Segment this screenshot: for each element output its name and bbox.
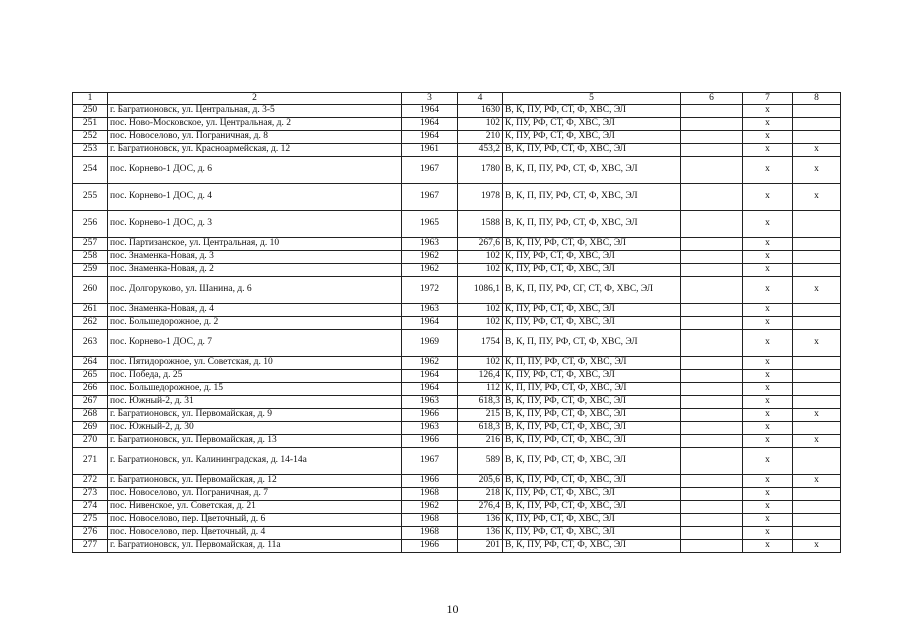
column-7-mark: х: [743, 488, 793, 501]
column-8-mark: [793, 357, 841, 370]
column-7-mark: х: [743, 211, 793, 238]
column-8-mark: х: [793, 184, 841, 211]
area-cell: 102: [458, 357, 503, 370]
column-7-mark: х: [743, 527, 793, 540]
table-row: [73, 422, 841, 435]
column-8-mark: [793, 396, 841, 409]
year-cell: 1963: [402, 238, 458, 251]
table-row: [73, 118, 841, 131]
year-cell: 1964: [402, 118, 458, 131]
column-8-mark: х: [793, 409, 841, 422]
table-row: [73, 527, 841, 540]
utilities-cell: В, К, П, ПУ, РФ, СТ, Ф, ХВС, ЭЛ: [503, 157, 681, 184]
address-cell: пос. Корнево-1 ДОС, д. 6: [108, 157, 402, 184]
area-cell: 1754: [458, 330, 503, 357]
column-6-cell: [681, 105, 743, 118]
utilities-cell: В, К, ПУ, РФ, СТ, Ф, ХВС, ЭЛ: [503, 105, 681, 118]
table-body: [73, 105, 841, 553]
area-cell: 102: [458, 118, 503, 131]
column-6-cell: [681, 304, 743, 317]
table-row: [73, 317, 841, 330]
column-8-mark: х: [793, 144, 841, 157]
header-cell: 6: [681, 93, 743, 105]
column-6-cell: [681, 118, 743, 131]
column-8-mark: [793, 118, 841, 131]
column-6-cell: [681, 277, 743, 304]
address-cell: г. Багратионовск, ул. Центральная, д. 3-5: [108, 105, 402, 118]
column-6-cell: [681, 264, 743, 277]
utilities-cell: В, К, ПУ, РФ, СТ, Ф, ХВС, ЭЛ: [503, 501, 681, 514]
column-8-mark: [793, 211, 841, 238]
table-row: [73, 396, 841, 409]
row-number: 269: [73, 422, 108, 435]
utilities-cell: В, К, ПУ, РФ, СТ, Ф, ХВС, ЭЛ: [503, 144, 681, 157]
row-number: 253: [73, 144, 108, 157]
table-row: [73, 304, 841, 317]
table-row: [73, 435, 841, 448]
column-6-cell: [681, 157, 743, 184]
column-8-mark: х: [793, 157, 841, 184]
column-8-mark: [793, 317, 841, 330]
column-8-mark: х: [793, 475, 841, 488]
utilities-cell: К, ПУ, РФ, СТ, Ф, ХВС, ЭЛ: [503, 131, 681, 144]
area-cell: 1978: [458, 184, 503, 211]
column-8-mark: х: [793, 435, 841, 448]
row-number: 258: [73, 251, 108, 264]
area-cell: 102: [458, 251, 503, 264]
column-6-cell: [681, 422, 743, 435]
year-cell: 1967: [402, 448, 458, 475]
row-number: 275: [73, 514, 108, 527]
column-6-cell: [681, 527, 743, 540]
column-6-cell: [681, 396, 743, 409]
utilities-cell: К, ПУ, РФ, СТ, Ф, ХВС, ЭЛ: [503, 304, 681, 317]
header-cell: 3: [402, 93, 458, 105]
year-cell: 1965: [402, 211, 458, 238]
column-8-mark: х: [793, 540, 841, 553]
header-cell: 2: [108, 93, 402, 105]
utilities-cell: В, К, ПУ, РФ, СТ, Ф, ХВС, ЭЛ: [503, 396, 681, 409]
address-cell: г. Багратионовск, ул. Красноармейская, д. 12: [108, 144, 402, 157]
address-cell: пос. Новоселово, пер. Цветочный, д. 4: [108, 527, 402, 540]
utilities-cell: В, К, ПУ, РФ, СТ, Ф, ХВС, ЭЛ: [503, 409, 681, 422]
column-7-mark: х: [743, 396, 793, 409]
year-cell: 1963: [402, 422, 458, 435]
row-number: 252: [73, 131, 108, 144]
header-row: [73, 93, 841, 105]
row-number: 265: [73, 370, 108, 383]
utilities-cell: К, П, ПУ, РФ, СТ, Ф, ХВС, ЭЛ: [503, 383, 681, 396]
utilities-cell: К, ПУ, РФ, СТ, Ф, ХВС, ЭЛ: [503, 527, 681, 540]
column-7-mark: х: [743, 317, 793, 330]
table-row: [73, 277, 841, 304]
area-cell: 1086,1: [458, 277, 503, 304]
row-number: 254: [73, 157, 108, 184]
address-cell: г. Багратионовск, ул. Первомайская, д. 13: [108, 435, 402, 448]
column-8-mark: [793, 527, 841, 540]
column-6-cell: [681, 383, 743, 396]
utilities-cell: К, ПУ, РФ, СТ, Ф, ХВС, ЭЛ: [503, 317, 681, 330]
column-8-mark: [793, 370, 841, 383]
year-cell: 1968: [402, 514, 458, 527]
year-cell: 1963: [402, 396, 458, 409]
area-cell: 102: [458, 304, 503, 317]
year-cell: 1966: [402, 475, 458, 488]
address-cell: пос. Победа, д. 25: [108, 370, 402, 383]
area-cell: 201: [458, 540, 503, 553]
column-7-mark: х: [743, 383, 793, 396]
column-7-mark: х: [743, 144, 793, 157]
column-7-mark: х: [743, 448, 793, 475]
address-cell: пос. Корнево-1 ДОС, д. 3: [108, 211, 402, 238]
row-number: 272: [73, 475, 108, 488]
header-cell: 4: [458, 93, 503, 105]
row-number: 274: [73, 501, 108, 514]
column-7-mark: х: [743, 540, 793, 553]
table-row: [73, 448, 841, 475]
row-number: 260: [73, 277, 108, 304]
table-row: [73, 501, 841, 514]
column-8-mark: х: [793, 277, 841, 304]
area-cell: 136: [458, 514, 503, 527]
utilities-cell: В, К, П, ПУ, РФ, СТ, Ф, ХВС, ЭЛ: [503, 211, 681, 238]
table-row: [73, 330, 841, 357]
row-number: 268: [73, 409, 108, 422]
column-8-mark: [793, 264, 841, 277]
address-cell: пос. Нивенское, ул. Советская, д. 21: [108, 501, 402, 514]
area-cell: 618,3: [458, 396, 503, 409]
row-number: 257: [73, 238, 108, 251]
utilities-cell: К, ПУ, РФ, СТ, Ф, ХВС, ЭЛ: [503, 118, 681, 131]
column-6-cell: [681, 184, 743, 211]
table-row: [73, 238, 841, 251]
year-cell: 1967: [402, 157, 458, 184]
row-number: 255: [73, 184, 108, 211]
column-6-cell: [681, 251, 743, 264]
year-cell: 1966: [402, 409, 458, 422]
table-row: [73, 383, 841, 396]
table-row: [73, 488, 841, 501]
column-6-cell: [681, 357, 743, 370]
column-7-mark: х: [743, 118, 793, 131]
address-cell: пос. Корнево-1 ДОС, д. 7: [108, 330, 402, 357]
column-8-mark: [793, 448, 841, 475]
column-6-cell: [681, 131, 743, 144]
column-8-mark: [793, 304, 841, 317]
area-cell: 267,6: [458, 238, 503, 251]
area-cell: 210: [458, 131, 503, 144]
row-number: 262: [73, 317, 108, 330]
row-number: 261: [73, 304, 108, 317]
year-cell: 1966: [402, 435, 458, 448]
address-cell: пос. Корнево-1 ДОС, д. 4: [108, 184, 402, 211]
address-cell: пос. Новоселово, ул. Пограничная, д. 8: [108, 131, 402, 144]
column-6-cell: [681, 540, 743, 553]
column-7-mark: х: [743, 435, 793, 448]
row-number: 256: [73, 211, 108, 238]
area-cell: 112: [458, 383, 503, 396]
column-6-cell: [681, 144, 743, 157]
row-number: 266: [73, 383, 108, 396]
year-cell: 1968: [402, 527, 458, 540]
row-number: 263: [73, 330, 108, 357]
table-row: [73, 131, 841, 144]
area-cell: 276,4: [458, 501, 503, 514]
column-7-mark: х: [743, 501, 793, 514]
utilities-cell: К, ПУ, РФ, СТ, Ф, ХВС, ЭЛ: [503, 488, 681, 501]
table-row: [73, 370, 841, 383]
column-6-cell: [681, 448, 743, 475]
area-cell: 589: [458, 448, 503, 475]
column-8-mark: [793, 422, 841, 435]
column-8-mark: [793, 105, 841, 118]
table-row: [73, 184, 841, 211]
row-number: 267: [73, 396, 108, 409]
column-8-mark: [793, 251, 841, 264]
table-row: [73, 475, 841, 488]
address-cell: пос. Большедорожное, д. 2: [108, 317, 402, 330]
year-cell: 1963: [402, 304, 458, 317]
address-cell: пос. Знаменка-Новая, д. 3: [108, 251, 402, 264]
area-cell: 136: [458, 527, 503, 540]
column-6-cell: [681, 238, 743, 251]
year-cell: 1964: [402, 383, 458, 396]
column-8-mark: [793, 514, 841, 527]
address-cell: г. Багратионовск, ул. Калининградская, д. 14-14а: [108, 448, 402, 475]
year-cell: 1964: [402, 131, 458, 144]
address-cell: пос. Ново-Московское, ул. Центральная, д. 2: [108, 118, 402, 131]
address-cell: пос. Партизанское, ул. Центральная, д. 10: [108, 238, 402, 251]
table-row: [73, 211, 841, 238]
address-cell: пос. Долгоруково, ул. Шанина, д. 6: [108, 277, 402, 304]
year-cell: 1962: [402, 251, 458, 264]
area-cell: 126,4: [458, 370, 503, 383]
table-row: [73, 264, 841, 277]
column-6-cell: [681, 409, 743, 422]
header-cell: 5: [503, 93, 681, 105]
column-7-mark: х: [743, 105, 793, 118]
area-cell: 215: [458, 409, 503, 422]
row-number: 273: [73, 488, 108, 501]
utilities-cell: К, ПУ, РФ, СТ, Ф, ХВС, ЭЛ: [503, 264, 681, 277]
column-7-mark: х: [743, 251, 793, 264]
column-7-mark: х: [743, 370, 793, 383]
table-row: [73, 157, 841, 184]
row-number: 277: [73, 540, 108, 553]
address-cell: пос. Южный-2, д. 30: [108, 422, 402, 435]
column-7-mark: х: [743, 422, 793, 435]
utilities-cell: В, К, ПУ, РФ, СТ, Ф, ХВС, ЭЛ: [503, 435, 681, 448]
year-cell: 1964: [402, 105, 458, 118]
column-7-mark: х: [743, 264, 793, 277]
address-cell: пос. Большедорожное, д. 15: [108, 383, 402, 396]
year-cell: 1961: [402, 144, 458, 157]
column-7-mark: х: [743, 157, 793, 184]
column-6-cell: [681, 501, 743, 514]
address-cell: пос. Южный-2, д. 31: [108, 396, 402, 409]
year-cell: 1972: [402, 277, 458, 304]
address-cell: пос. Новоселово, ул. Пограничная, д. 7: [108, 488, 402, 501]
row-number: 271: [73, 448, 108, 475]
area-cell: 1588: [458, 211, 503, 238]
utilities-cell: К, ПУ, РФ, СТ, Ф, ХВС, ЭЛ: [503, 370, 681, 383]
year-cell: 1962: [402, 501, 458, 514]
table-row: [73, 251, 841, 264]
utilities-cell: В, К, ПУ, РФ, СТ, Ф, ХВС, ЭЛ: [503, 540, 681, 553]
address-cell: пос. Новоселово, пер. Цветочный, д. 6: [108, 514, 402, 527]
utilities-cell: К, П, ПУ, РФ, СТ, Ф, ХВС, ЭЛ: [503, 357, 681, 370]
row-number: 259: [73, 264, 108, 277]
column-6-cell: [681, 370, 743, 383]
address-cell: г. Багратионовск, ул. Первомайская, д. 9: [108, 409, 402, 422]
area-cell: 102: [458, 317, 503, 330]
column-6-cell: [681, 317, 743, 330]
header-cell: 8: [793, 93, 841, 105]
column-6-cell: [681, 488, 743, 501]
table-row: [73, 105, 841, 118]
column-8-mark: [793, 383, 841, 396]
column-8-mark: х: [793, 330, 841, 357]
area-cell: 218: [458, 488, 503, 501]
buildings-table: [72, 92, 841, 553]
column-7-mark: х: [743, 277, 793, 304]
year-cell: 1962: [402, 357, 458, 370]
area-cell: 453,2: [458, 144, 503, 157]
table-row: [73, 409, 841, 422]
utilities-cell: В, К, П, ПУ, РФ, СГ, СТ, Ф, ХВС, ЭЛ: [503, 277, 681, 304]
column-6-cell: [681, 435, 743, 448]
utilities-cell: В, К, П, ПУ, РФ, СТ, Ф, ХВС, ЭЛ: [503, 330, 681, 357]
table-row: [73, 540, 841, 553]
year-cell: 1968: [402, 488, 458, 501]
column-7-mark: х: [743, 514, 793, 527]
utilities-cell: К, ПУ, РФ, СТ, Ф, ХВС, ЭЛ: [503, 514, 681, 527]
column-7-mark: х: [743, 475, 793, 488]
table-row: [73, 357, 841, 370]
utilities-cell: В, К, ПУ, РФ, СТ, Ф, ХВС, ЭЛ: [503, 475, 681, 488]
area-cell: 102: [458, 264, 503, 277]
address-cell: пос. Пятидорожное, ул. Советская, д. 10: [108, 357, 402, 370]
row-number: 270: [73, 435, 108, 448]
column-8-mark: [793, 488, 841, 501]
utilities-cell: В, К, ПУ, РФ, СТ, Ф, ХВС, ЭЛ: [503, 422, 681, 435]
year-cell: 1962: [402, 264, 458, 277]
row-number: 264: [73, 357, 108, 370]
area-cell: 216: [458, 435, 503, 448]
column-7-mark: х: [743, 409, 793, 422]
column-8-mark: [793, 501, 841, 514]
column-8-mark: [793, 238, 841, 251]
column-7-mark: х: [743, 238, 793, 251]
year-cell: 1969: [402, 330, 458, 357]
column-7-mark: х: [743, 131, 793, 144]
column-6-cell: [681, 330, 743, 357]
utilities-cell: В, К, П, ПУ, РФ, СТ, Ф, ХВС, ЭЛ: [503, 184, 681, 211]
row-number: 276: [73, 527, 108, 540]
column-6-cell: [681, 475, 743, 488]
column-7-mark: х: [743, 184, 793, 211]
area-cell: 618,3: [458, 422, 503, 435]
header-cell: 1: [73, 93, 108, 105]
address-cell: г. Багратионовск, ул. Первомайская, д. 12: [108, 475, 402, 488]
table-row: [73, 514, 841, 527]
utilities-cell: В, К, ПУ, РФ, СТ, Ф, ХВС, ЭЛ: [503, 238, 681, 251]
column-6-cell: [681, 514, 743, 527]
address-cell: г. Багратионовск, ул. Первомайская, д. 11а: [108, 540, 402, 553]
row-number: 250: [73, 105, 108, 118]
utilities-cell: В, К, ПУ, РФ, СТ, Ф, ХВС, ЭЛ: [503, 448, 681, 475]
year-cell: 1964: [402, 370, 458, 383]
area-cell: 1630: [458, 105, 503, 118]
row-number: 251: [73, 118, 108, 131]
utilities-cell: К, ПУ, РФ, СТ, Ф, ХВС, ЭЛ: [503, 251, 681, 264]
area-cell: 205,6: [458, 475, 503, 488]
table-row: [73, 144, 841, 157]
area-cell: 1780: [458, 157, 503, 184]
address-cell: пос. Знаменка-Новая, д. 2: [108, 264, 402, 277]
header-cell: 7: [743, 93, 793, 105]
year-cell: 1967: [402, 184, 458, 211]
column-7-mark: х: [743, 304, 793, 317]
column-6-cell: [681, 211, 743, 238]
column-7-mark: х: [743, 357, 793, 370]
address-cell: пос. Знаменка-Новая, д. 4: [108, 304, 402, 317]
column-8-mark: [793, 131, 841, 144]
column-7-mark: х: [743, 330, 793, 357]
page-number: 10: [446, 602, 459, 616]
year-cell: 1964: [402, 317, 458, 330]
year-cell: 1966: [402, 540, 458, 553]
